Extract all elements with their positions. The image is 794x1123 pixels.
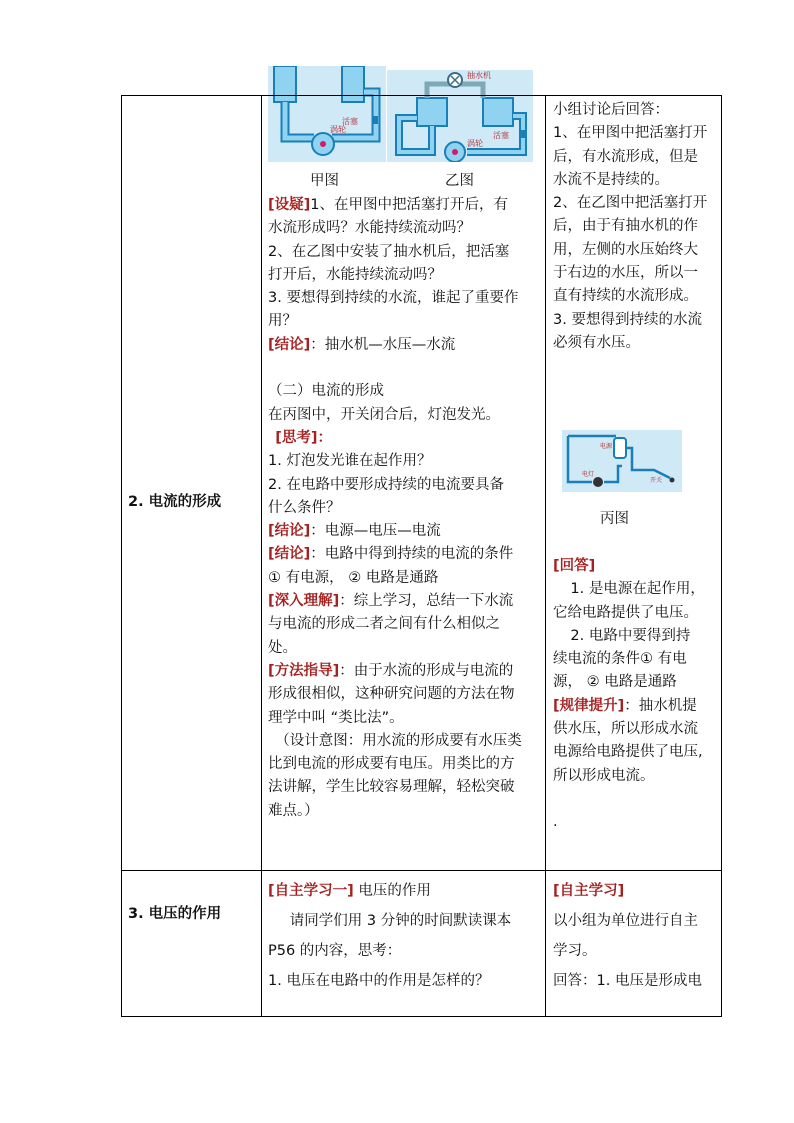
jia-caption: 甲图 [310,173,339,189]
section3-title: 3. 电压的作用 [128,906,222,922]
bing-bulb-label: 电灯 [582,471,595,478]
jia-valve-label: 活塞 [342,117,358,126]
tag-jielun-3: [结论] [268,546,311,563]
section3-teacher: [自主学习一] 电压的作用 请同学们用 3 分钟的时间默读课本 P56 的内容，思考： 1. 电压在电路中的作用是怎样的？ [268,883,512,989]
section2-title: 2. 电流的形成 [128,494,222,510]
row-divider [122,870,721,871]
section3-student: [自主学习] 以小组为单位进行自主 学习。 回答：1. 电压是形成电 [553,883,702,989]
bing-figure [562,430,682,492]
jia-turbine-label: 涡轮 [330,125,346,134]
tag-jielun-1: [结论] [268,336,311,353]
tag-fangfa: [方法指导] [268,662,340,679]
tag-zizhu-2: [自主学习] [553,883,625,899]
tag-shenru: [深入理解] [268,593,340,610]
yi-valve-label: 活塞 [493,131,509,140]
yi-turbine-label: 涡轮 [467,139,483,148]
yi-caption: 乙图 [445,173,474,189]
bing-source-label: 电源 [600,443,613,450]
col-divider-2 [545,96,546,1016]
section2-student-bottom: [回答] 1. 是电源在起作用， 它给电路提供了电压。 2. 电路中要得到持 续电流的条件① 有电 源， ② 电路是通路 [规律提升]：抽水机提 供水压，所以形成水流 电源给电路提供了电压, 所以形成电流。 . [553,558,705,831]
tag-jielun-2: [结论] [268,523,311,540]
bing-caption: 丙图 [600,511,629,527]
tag-guilv: [规律提升] [553,697,625,714]
tag-zizhu-1: [自主学习一] [268,883,354,899]
section2-teacher: [设疑]1、在甲图中把活塞打开后，有 水流形成吗？水能持续流动吗？ 2、在乙图中安装了抽水机后，把活塞 打开后，水能持续流动吗？ 3. 要想得到持续的水流，谁起了重要作 用？ [结论]：抽水机—水压—水流 （二）电流的形成 在丙图中，开关闭合后，灯泡发光。 [思考]： 1. 灯泡发光谁在起作用？ 2. 在电路中要形成持续的电流要具备 什么条件？ [结论]：电源—电压—电流 [结论]：电路中得到持续的电流的条件 ① 有电源， ② 电路是通路 [深入理解]：综上学习，总结一下水流 与电流的形成二者之间有什么相似之 处。 [方法指导]：由于水流的形成与电流的 形成很相似，这种研究问题的方法在物 理学中叫 “类比法”。 （设计意图：用水流的形成要有水压类 比到电流的形成要有电压。用类比的方 法讲解，学生比较容易理解，轻松突破 难点。） [268,197,522,819]
yi-pump-label: 抽水机 [467,71,491,80]
col-divider-1 [261,96,262,1016]
bing-switch-label: 开关 [650,477,663,484]
tag-sheyi: [设疑] [268,197,311,213]
section2-student-top: 小组讨论后回答： 1、在甲图中把活塞打开 后，有水流形成，但是 水流不是持续的。 2、在乙图中把活塞打开 后，由于有抽水机的作 用，左侧的水压始终大 于右边的水压，所以一 直有持续的水流形成。 3. 要想得到持续的水流 必须有水压。 [553,102,708,351]
tag-sikao: [思考] [275,429,318,446]
tag-huida: [回答] [553,558,596,574]
